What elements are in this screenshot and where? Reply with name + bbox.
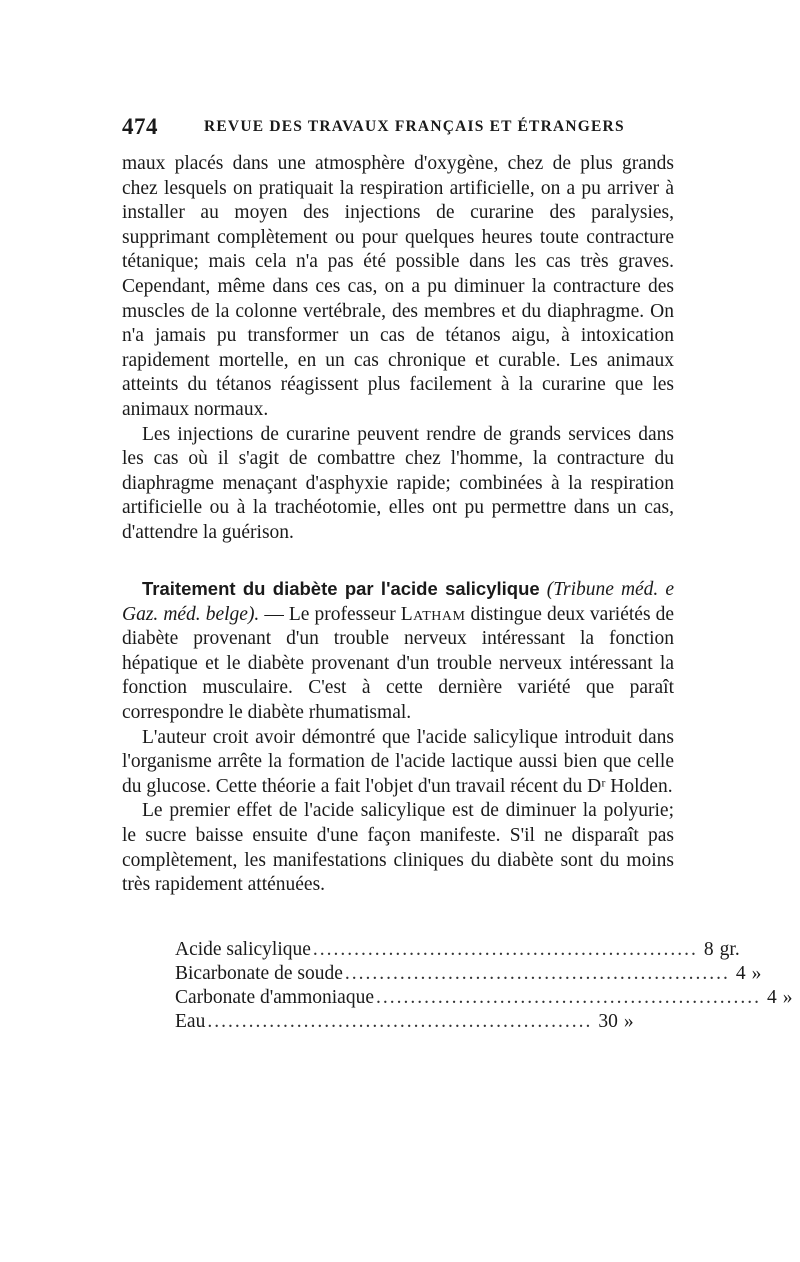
running-title: REVUE DES TRAVAUX FRANÇAIS ET ÉTRANGERS (204, 118, 625, 135)
article-title: Traitement du diabète par l'acide salicylique (142, 578, 540, 599)
ingredient-qty: 4 (735, 963, 746, 984)
ingredient-qty: 8 (703, 939, 714, 960)
ingredient-name: Acide salicylique (175, 939, 311, 960)
article-dash: — Le professeur (259, 603, 401, 625)
formula-row (175, 986, 793, 1010)
leader-dots: ........................................................ (312, 939, 698, 960)
page-number: 474 (122, 114, 158, 139)
paragraph: Les injections de curarine peuvent rendre de grands services dans les cas où il s'agit de combattre chez l'homme, la contracture du diaphragme menaçant d'asphyxie rapide; combinées à la respiration artificielle ou à la trachéotomie, elles ont pu permettre dans un cas, d'attendre la guérison. (122, 423, 674, 543)
formula-row (175, 1010, 634, 1034)
ingredient-qty: 4 (767, 987, 777, 1008)
paragraph-text: distingue deux variétés de diabète provenant d'un trouble nerveux intéressant la fonction hépatique et le diabète provenant d'un trouble nerveux intéressant la fonction musculaire. C'est à cette dernière variété que paraît correspondre le diabète rhumatismal. (122, 603, 674, 723)
ingredient-unit: » (782, 987, 793, 1008)
formula-table (175, 938, 793, 1034)
ingredient-qty: 30 (598, 1011, 618, 1032)
paragraph: L'auteur croit avoir démontré que l'acide salicylique introduit dans l'organisme arrête la formation de l'acide lactique aussi bien que celle du glucose. Cette théorie a fait l'objet d'un travail récent du Dʳ Holden. (122, 726, 674, 797)
leader-dots: ........................................................ (207, 1011, 593, 1032)
ingredient-name: Carbonate d'ammoniaque (175, 987, 374, 1008)
article-lead-paragraph (122, 577, 674, 726)
author-name: Latham (400, 603, 466, 625)
ingredient-unit: gr. (719, 939, 740, 960)
leader-dots: ........................................................ (376, 987, 761, 1008)
article-source: (Tribune méd. e Gaz. méd. belge). (122, 579, 674, 625)
ingredient-name: Eau (175, 1011, 206, 1032)
page-header (122, 114, 674, 144)
formula-row (175, 938, 740, 962)
ingredient-name: Bicarbonate de soude (175, 963, 343, 984)
paragraph: maux placés dans une atmosphère d'oxygène, chez de plus grands chez lesquels on pratiquait la respiration artificielle, on a pu arriver à installer au moyen des injections de curarine des paralysies, supprimant complètement ou pour quelques heures toute contracture tétanique; mais cela n'a pas été possible dans les cas très graves. Cependant, même dans ces cas, on a pu diminuer la contracture des muscles de la colonne vertébrale, des membres et du diaphragme. On n'a jamais pu transformer un cas de tétanos aigu, à intoxication rapidement mortelle, en un cas chronique et curable. Les animaux atteints du tétanos réagissent plus facilement à la curarine que les animaux normaux. (122, 153, 674, 420)
ingredient-unit: » (623, 1011, 634, 1032)
ingredient-unit: » (751, 963, 762, 984)
paragraph: Le premier effet de l'acide salicylique est de diminuer la polyurie; le sucre baisse ensuite d'une façon manifeste. S'il ne disparaît pas complètement, les manifestations cliniques du diabète sont du moins très rapidement atténuées. (122, 800, 674, 896)
formula-row (175, 962, 762, 986)
leader-dots: ........................................................ (344, 963, 730, 984)
continued-article (122, 152, 674, 546)
article-diabete (122, 577, 674, 898)
